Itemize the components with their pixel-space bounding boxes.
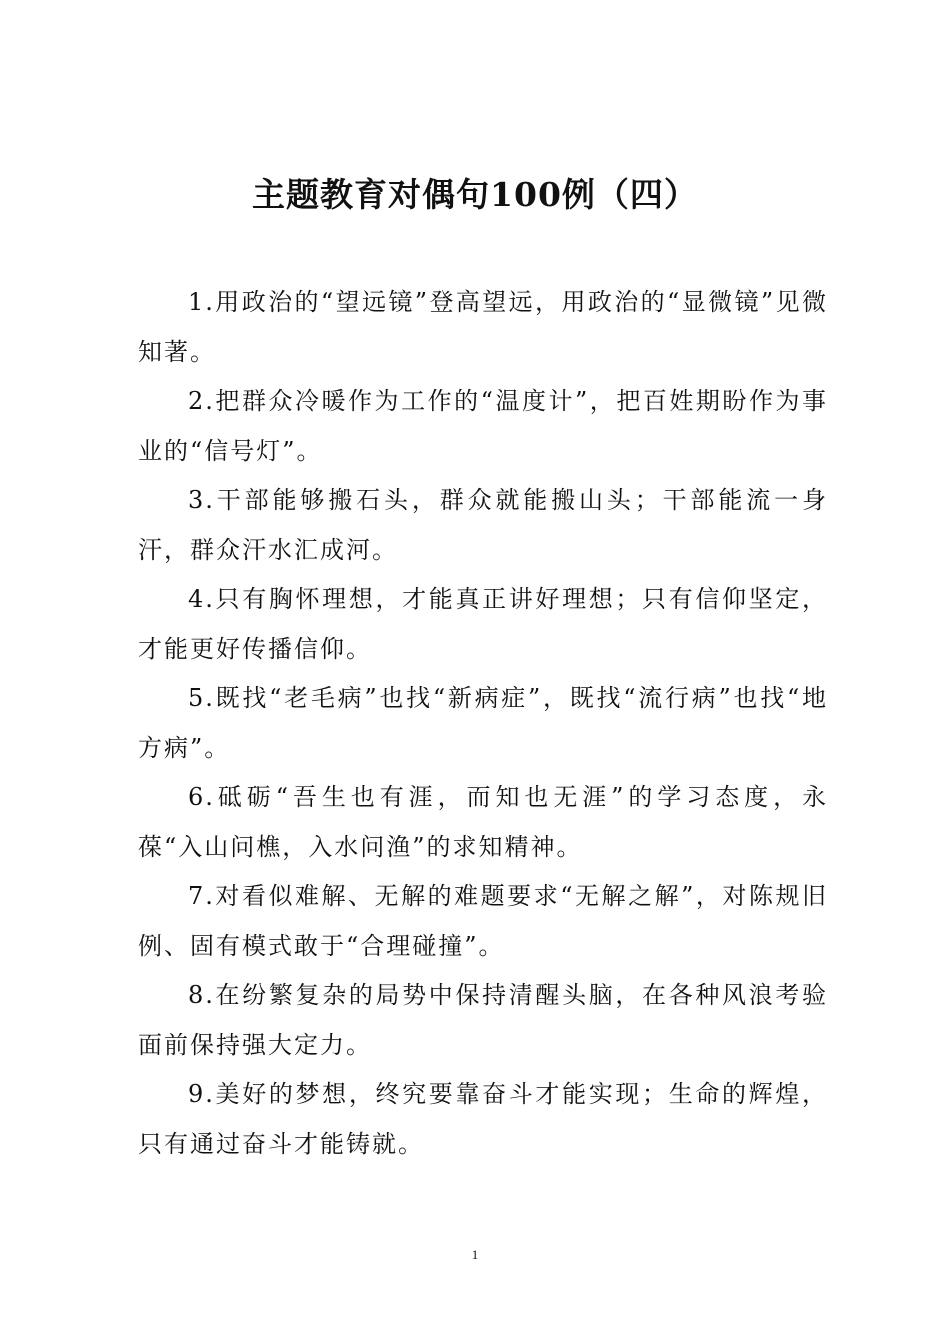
- document-title: 主题教育对偶句100例（四）: [252, 175, 698, 214]
- page-number: 1: [471, 1247, 479, 1262]
- paragraph-5: 5.既找“老毛病”也找“新病症”，既找“流行病”也找“地方病”。: [138, 684, 828, 762]
- paragraph-7: 7.对看似难解、无解的难题要求“无解之解”，对陈规旧例、固有模式敢于“合理碰撞”。: [138, 882, 828, 960]
- paragraph-3: 3.干部能够搬石头，群众就能搬山头；干部能流一身汗，群众汗水汇成河。: [138, 486, 828, 564]
- document-body: [138, 278, 828, 1169]
- paragraph-8: 8.在纷繁复杂的局势中保持清醒头脑，在各种风浪考验面前保持强大定力。: [138, 981, 828, 1059]
- paragraph-1: 1.用政治的“望远镜”登高望远，用政治的“显微镜”见微知著。: [138, 288, 828, 366]
- paragraph-2: 2.把群众冷暖作为工作的“温度计”，把百姓期盼作为事业的“信号灯”。: [138, 387, 828, 465]
- paragraph-4: 4.只有胸怀理想，才能真正讲好理想；只有信仰坚定，才能更好传播信仰。: [138, 585, 828, 663]
- paragraph-6: 6.砥砺“吾生也有涯，而知也无涯”的学习态度，永葆“入山问樵，入水问渔”的求知精神。: [138, 783, 828, 861]
- paragraph-9: 9.美好的梦想，终究要靠奋斗才能实现；生命的辉煌，只有通过奋斗才能铸就。: [138, 1080, 828, 1158]
